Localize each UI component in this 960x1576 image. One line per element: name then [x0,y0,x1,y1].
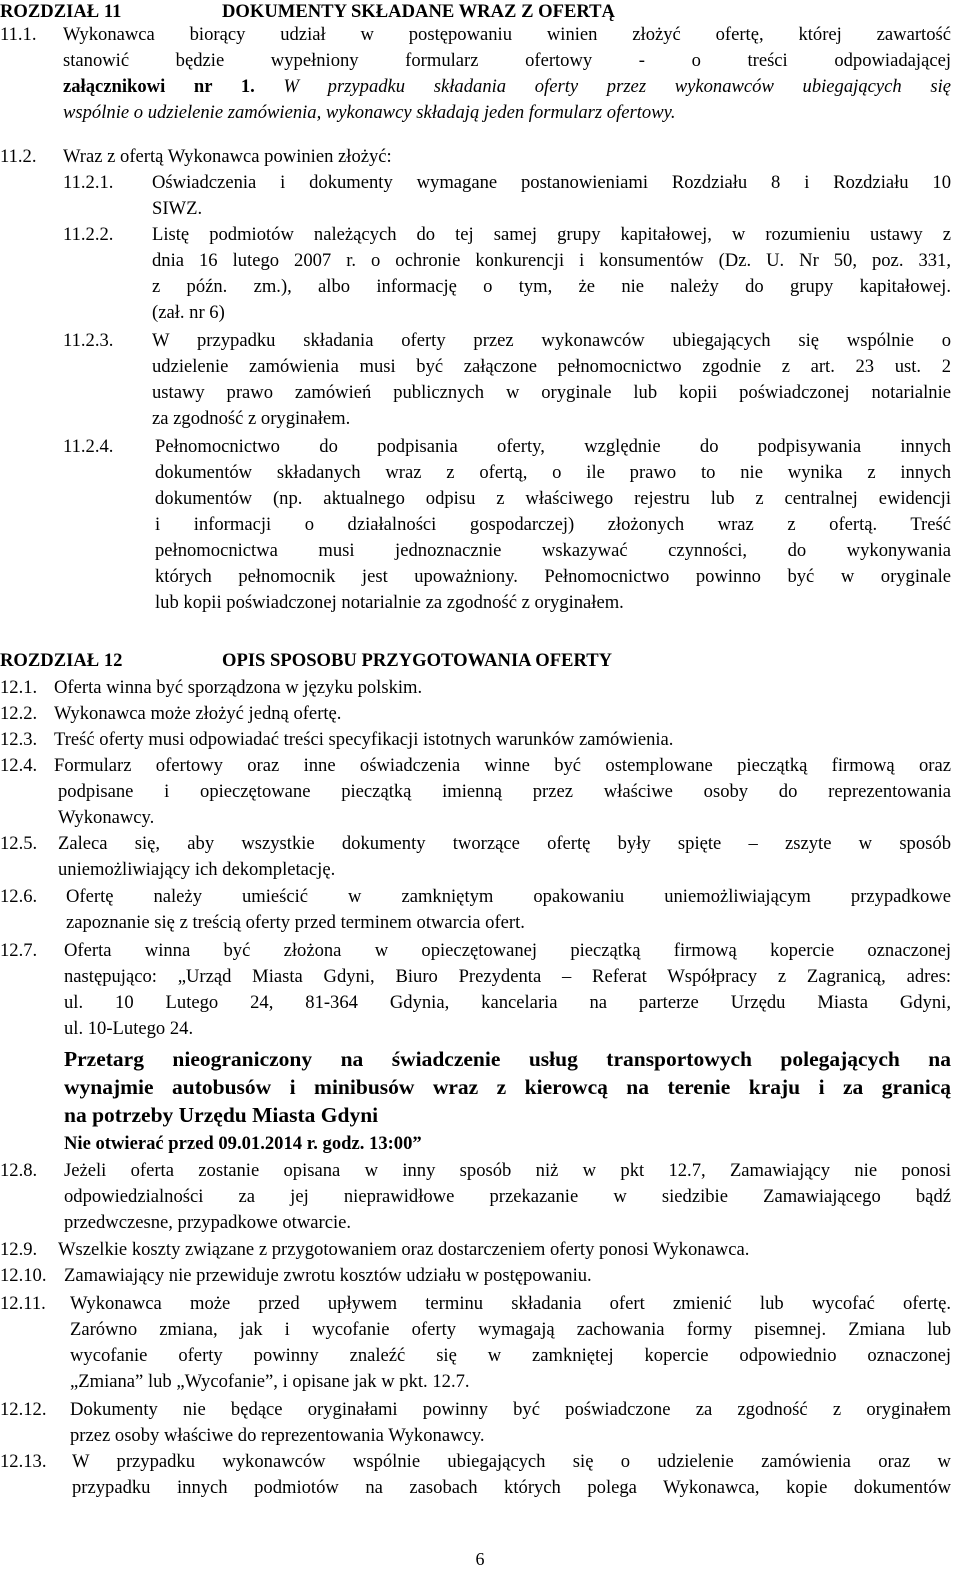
text-line: SIWZ. [152,198,203,219]
section-number: 12.3. [0,729,38,750]
text-line: których pełnomocnik jest upoważniony. Pełnomocnictwo powinno być w oryginale [155,566,951,587]
chapter-11-heading [0,1,615,23]
section-12-13 [72,1449,951,1501]
section-11-2-3 [152,328,951,432]
text-line: dokumentów składanych wraz z ofertą, o ile prawo to nie wynika z innych [155,462,951,483]
text-line: Zarówno zmiana, jak i wycofanie oferty wymagają zachowania formy pisemnej. Zmiana lub [70,1319,951,1340]
page-number: 6 [475,1549,485,1569]
italic-text: W przypadku składania oferty przez wykonawców ubiegających się [283,76,951,97]
text-line: Formularz ofertowy oraz inne oświadczenia winne być ostemplowane pieczątką firmową oraz [54,755,951,776]
italic-line: wspólnie o udzielenie zamówienia, wykonawcy składają jeden formularz ofertowy. [63,102,676,123]
section-number: 12.5. [0,833,38,854]
text-line: stanowić będzie wypełniony formularz ofertowy - o treści odpowiadającej [63,50,951,71]
section-12-4 [54,753,951,831]
section-number: 11.2.1. [63,172,114,193]
text-line: Dokumenty nie będące oryginałami powinny być poświadczone za zgodność z oryginałem [70,1399,951,1420]
text-line: pełnomocnictwa musi jednoznacznie wskazywać czynności, do wykonywania [155,540,951,561]
text-line: „Zmiana” lub „Wycofanie”, i opisane jak w pkt. 12.7. [70,1371,470,1392]
text-line: Wykonawca może przed upływem terminu składania ofert zmienić lub wycofać ofertę. [70,1293,951,1314]
text-line: dnia 16 lutego 2007 r. o ochronie konkurencji i konsumentów (Dz. U. Nr 50, poz. 331, [152,250,951,271]
text-line: i informacji o działalności gospodarczej) złożonych wraz z ofertą. Treść [155,514,951,535]
section-11-2-4 [155,434,951,616]
section-11-1 [63,22,951,126]
section-number: 12.1. [0,677,38,698]
section-number: 12.9. [0,1239,38,1260]
text-line-mixed [63,74,951,100]
envelope-label [64,1045,951,1129]
text-line: z późn. zm.), albo informację o tym, że nie należy do grupy kapitałowej. [152,276,951,297]
chapter-12-label: ROZDZIAŁ 12 [0,650,123,671]
do-not-open-notice: Nie otwierać przed 09.01.2014 r. godz. 13:00” [64,1133,422,1154]
section-number: 11.2.4. [63,436,114,457]
text-line: ul. 10 Lutego 24, 81-364 Gdynia, kancelaria na parterze Urzędu Miasta Gdyni, [64,992,951,1013]
bold-line: Przetarg nieograniczony na świadczenie usług transportowych polegających na [64,1047,951,1071]
text-line: ustawy prawo zamówień publicznych w oryginale lub kopii poświadczonej notarialnie [152,382,951,403]
bold-line: wynajmie autobusów i minibusów wraz z kierowcą na terenie kraju i za granicą [64,1075,951,1099]
section-number: 12.12. [0,1399,47,1420]
section-11-2-1 [152,170,951,222]
text-line: Listę podmiotów należących do tej samej grupy kapitałowej, w rozumieniu ustawy z [152,224,951,245]
section-12-10-text: Zamawiający nie przewiduje zwrotu kosztów udziału w postępowaniu. [64,1265,592,1286]
chapter-11-title: DOKUMENTY SKŁADANE WRAZ Z OFERTĄ [222,1,615,22]
text-line: podpisane i opieczętowane pieczątką imienną przez właściwe osoby do reprezentowania [58,781,951,802]
chapter-12-title: OPIS SPOSOBU PRZYGOTOWANIA OFERTY [222,650,613,671]
section-12-11 [70,1291,951,1395]
bold-line: na potrzeby Urzędu Miasta Gdyni [64,1103,379,1127]
section-11-2-2 [152,222,951,326]
section-12-7 [64,938,951,1042]
section-11-2-text: Wraz z ofertą Wykonawca powinien złożyć: [63,146,392,167]
section-number: 12.11. [0,1293,46,1314]
text-line: odpowiedzialności za jej nieprawidłowe przekazanie w siedzibie Zamawiającego bądź [64,1186,951,1207]
text-line: dokumentów (np. aktualnego odpisu z właściwego rejestru lub z centralnej ewidencji [155,488,951,509]
text-line: przez osoby właściwe do reprezentowania Wykonawcy. [70,1425,485,1446]
text-line: lub kopii poświadczonej notarialnie za zgodność z oryginałem. [155,592,624,613]
section-number: 11.1. [0,24,37,45]
chapter-11-label: ROZDZIAŁ 11 [0,1,122,22]
section-number: 11.2.2. [63,224,114,245]
section-number: 12.10. [0,1265,47,1286]
text-line: W przypadku wykonawców wspólnie ubiegających się o udzielenie zamówienia oraz w [72,1451,951,1472]
text-line: zapoznanie się z treścią oferty przed terminem otwarcia ofert. [66,912,525,933]
text-line: Pełnomocnictwo do podpisania oferty, względnie do podpisywania innych [155,436,951,457]
section-number: 11.2.3. [63,330,114,351]
text-line: (zał. nr 6) [152,302,225,323]
text-line: przypadku innych podmiotów na zasobach których polega Wykonawca, kopie dokumentów [72,1477,951,1498]
section-12-12 [70,1397,951,1449]
section-number: 12.13. [0,1451,47,1472]
text-line: udzielenie zamówienia musi być załączone pełnomocnictwo zgodnie z art. 23 ust. 2 [152,356,951,377]
section-number: 12.6. [0,886,38,907]
section-12-8 [64,1158,951,1236]
text-line: Zaleca się, aby wszystkie dokumenty tworzące ofertę były spięte – zszyte w sposób [58,833,951,854]
section-12-3-text: Treść oferty musi odpowiadać treści specyfikacji istotnych warunków zamówienia. [54,729,674,750]
text-line: następująco: „Urząd Miasta Gdyni, Biuro Prezydenta – Referat Współpracy z Zagranicą, adres: [64,966,951,987]
text-line: ul. 10-Lutego 24. [64,1018,194,1039]
text-line: przedwczesne, przypadkowe otwarcie. [64,1212,352,1233]
text-line: Ofertę należy umieścić w zamkniętym opakowaniu uniemożliwiającym przypadkowe [66,886,951,907]
text-line: uniemożliwiający ich dekompletację. [58,859,336,880]
section-12-1-text: Oferta winna być sporządzona w języku polskim. [54,677,423,698]
section-12-6 [66,884,951,936]
section-12-5 [58,831,951,883]
text-line: Jeżeli oferta zostanie opisana w inny sposób niż w pkt 12.7, Zamawiający nie ponosi [64,1160,951,1181]
section-12-9-text: Wszelkie koszty związane z przygotowaniem oraz dostarczeniem oferty ponosi Wykonawca. [58,1239,750,1260]
text-line: wycofanie oferty powinny znaleźć się w zamkniętej kopercie odpowiednio oznaczonej [70,1345,951,1366]
section-number: 12.4. [0,755,38,776]
section-12-2-text: Wykonawca może złożyć jedną ofertę. [54,703,342,724]
text-line: Oferta winna być złożona w opieczętowanej pieczątką firmową kopercie oznaczonej [64,940,951,961]
section-number: 12.2. [0,703,38,724]
section-number: 11.2. [0,146,37,167]
text-line: za zgodność z oryginałem. [152,408,351,429]
section-number: 12.7. [0,940,38,961]
section-number: 12.8. [0,1160,38,1181]
text-line: Wykonawcy. [58,807,155,828]
text-line: Wykonawca biorący udział w postępowaniu winien złożyć ofertę, której zawartość [63,24,951,45]
chapter-12-heading [0,650,613,672]
text-line: Oświadczenia i dokumenty wymagane postanowieniami Rozdziału 8 i Rozdziału 10 [152,172,951,193]
text-line: W przypadku składania oferty przez wykonawców ubiegających się wspólnie o [152,330,951,351]
attachment-ref: załącznikowi nr 1. [63,76,255,97]
